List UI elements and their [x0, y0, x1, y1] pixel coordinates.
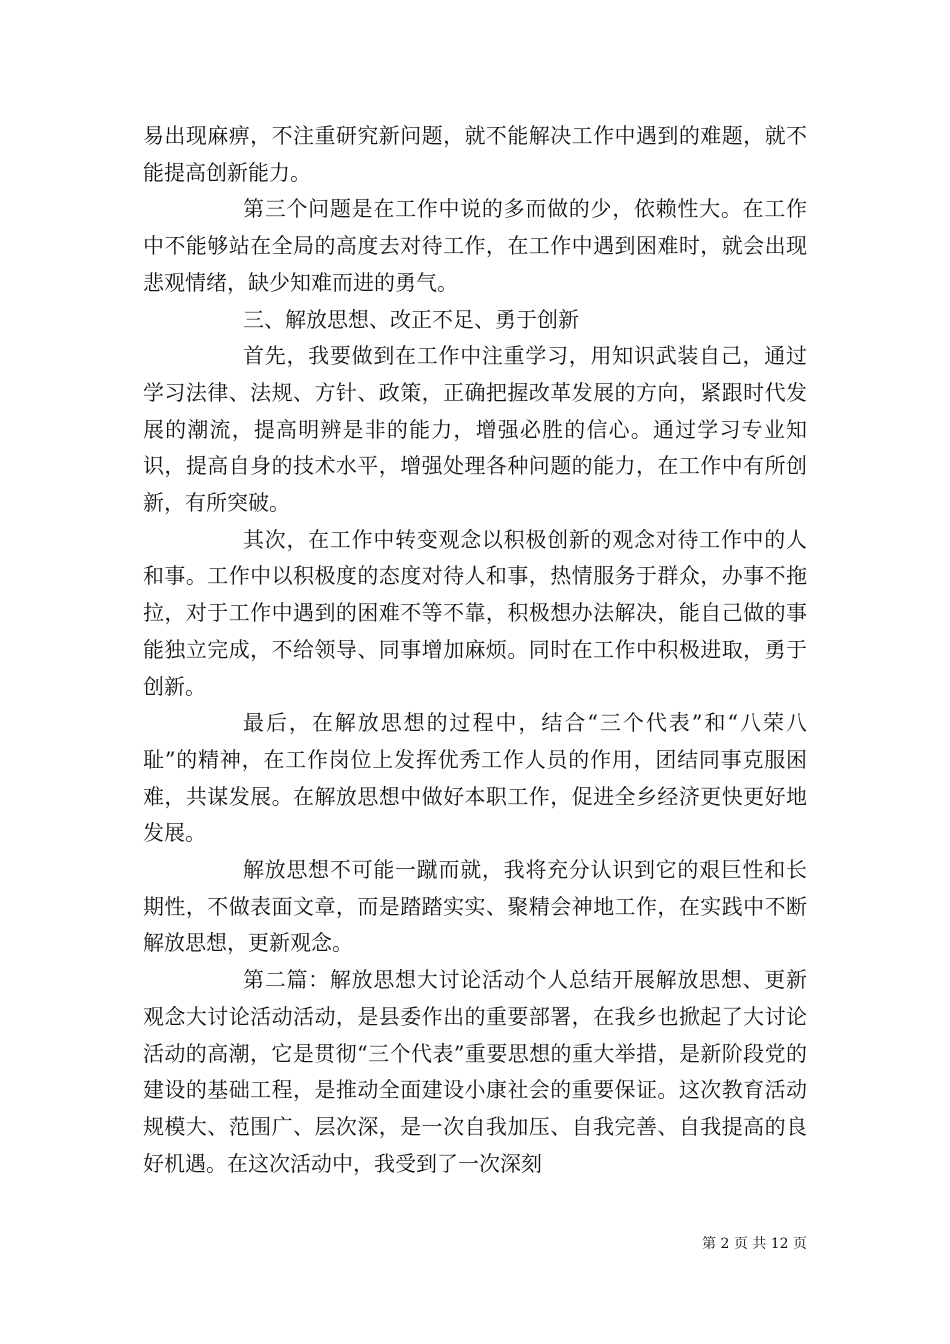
paragraph-second: 其次，在工作中转变观念以积极创新的观念对待工作中的人和事。工作中以积极度的态度对待人和事，热情服务于群众，办事不拖拉，对于工作中遇到的困难不等不靠，积极想办法解决，能自己做的事能独立完成，不给领导、同事增加麻烦。同时在工作中积极进取，勇于创新。: [143, 527, 807, 699]
paragraph-conclusion: 解放思想不可能一蹴而就，我将充分认识到它的艰巨性和长期性，不做表面文章，而是踏踏实实、聚精会神地工作，在实践中不断解放思想，更新观念。: [143, 858, 807, 956]
page-number-footer: 第 2 页 共 12 页: [702, 1236, 807, 1252]
section-heading: 三、解放思想、改正不足、勇于创新: [243, 307, 579, 332]
paragraph-continuation: 易出现麻痹，不注重研究新问题，就不能解决工作中遇到的难题，就不能提高创新能力。: [143, 124, 807, 185]
paragraph-last: 最后，在解放思想的过程中，结合“三个代表”和“八荣八耻”的精神，在工作岗位上发挥优秀工作人员的作用，团结同事克服困难，共谋发展。在解放思想中做好本职工作，促进全乡经济更快更好地发展。: [143, 711, 807, 846]
document-body: [143, 118, 807, 1182]
paragraph-second-article: 第二篇：解放思想大讨论活动个人总结开展解放思想、更新观念大讨论活动活动，是县委作出的重要部署，在我乡也掀起了大讨论活动的高潮，它是贯彻“三个代表”重要思想的重大举措，是新阶段党的建设的基础工程，是推动全面建设小康社会的重要保证。这次教育活动规模大、范围广、层次深，是一次自我加压、自我完善、自我提高的良好机遇。在这次活动中，我受到了一次深刻: [143, 968, 807, 1176]
paragraph-first: 首先，我要做到在工作中注重学习，用知识武装自己，通过学习法律、法规、方针、政策，正确把握改革发展的方向，紧跟时代发展的潮流，提高明辨是非的能力，增强必胜的信心。通过学习专业知识，提高自身的技术水平，增强处理各种问题的能力，在工作中有所创新，有所突破。: [143, 344, 807, 516]
paragraph-third-problem: 第三个问题是在工作中说的多而做的少，依赖性大。在工作中不能够站在全局的高度去对待工作，在工作中遇到困难时，就会出现悲观情绪，缺少知难而进的勇气。: [143, 197, 807, 295]
